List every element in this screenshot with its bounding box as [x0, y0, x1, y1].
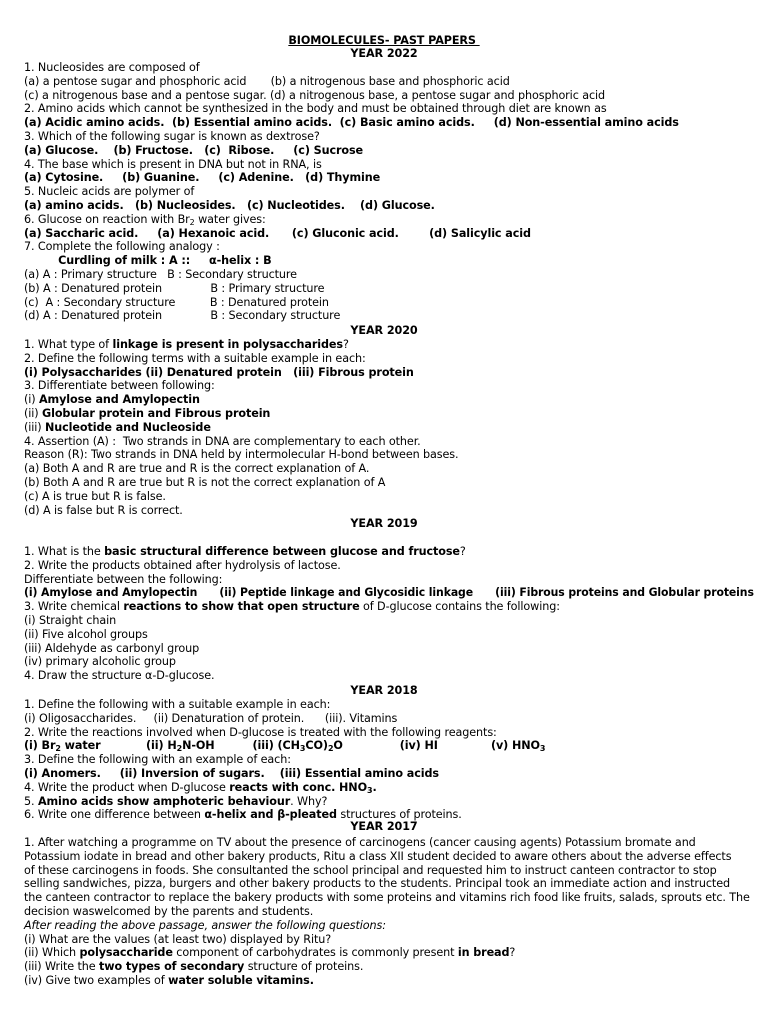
- text-segment: (a) Both A and R are true and R is the correct explanation of A.: [24, 462, 370, 476]
- text-segment: 1. What is the: [24, 545, 105, 558]
- text-segment: . Why?: [290, 794, 328, 808]
- text-segment: (c) A is true but R is false.: [24, 489, 166, 503]
- text-segment: (i) What are the values (at least two) displayed by Ritu?: [24, 932, 332, 946]
- text-line: [24, 462, 369, 476]
- text-line: [24, 393, 200, 407]
- text-line: [24, 296, 329, 310]
- text-segment: (i) Polysaccharides (ii) Denatured protein (iii) Fibrous protein: [24, 365, 414, 379]
- text-line: [24, 586, 754, 600]
- text-segment: Potassium iodate in bread and other bakery products, Ritu a class XII student decided to aware others about the adverse effects: [24, 849, 732, 863]
- text-line: [24, 559, 341, 573]
- text-segment: 4. Write the product when D-glucose: [24, 780, 230, 794]
- text-segment: (a) a pentose sugar and phosphoric acid (b) a nitrogenous base and phosphoric acid: [24, 74, 510, 88]
- text-line: [24, 352, 366, 366]
- text-segment: (ii) Which: [24, 946, 80, 960]
- text-line: [24, 379, 215, 393]
- year-heading: YEAR 2022: [350, 47, 418, 60]
- text-segment: 7. Complete the following analogy :: [24, 240, 220, 254]
- text-line: [24, 199, 435, 213]
- text-segment: ?: [509, 946, 516, 960]
- text-line: [24, 171, 380, 185]
- text-segment: (i) Anomers. (ii) Inversion of sugars. (iii) Essential amino acids: [24, 767, 439, 780]
- text-line: [24, 102, 607, 116]
- text-line: [24, 254, 272, 268]
- text-line: [24, 655, 176, 669]
- text-segment: 1. After watching a programme on TV about the presence of carcinogens (cancer causing agents) Potassium bromate and: [24, 836, 696, 849]
- text-line: [24, 490, 166, 504]
- text-line: [24, 130, 320, 144]
- text-line: [24, 213, 266, 227]
- text-line: [24, 628, 148, 642]
- text-segment: CO): [305, 739, 328, 753]
- text-line: [24, 974, 314, 988]
- text-segment: Differentiate between the following:: [24, 572, 223, 586]
- text-segment: of D-glucose contains the following:: [359, 600, 560, 614]
- text-segment: (iv) primary alcoholic group: [24, 655, 176, 669]
- text-line: [24, 504, 183, 518]
- year-heading: YEAR 2020: [350, 324, 418, 337]
- text-segment: (d) A is false but R is correct.: [24, 503, 183, 517]
- text-segment: selling sandwiches, pizza, burgers and other bakery products to the students. Principal took an immediate action and instructed: [24, 877, 730, 891]
- text-line: [24, 89, 605, 103]
- text-segment: 3: [299, 744, 306, 754]
- text-segment: linkage is present in polysaccharides: [112, 338, 343, 351]
- text-segment: 1. What type of: [24, 338, 113, 351]
- text-segment: (b) A : Denatured protein B : Primary structure: [24, 281, 325, 295]
- text-line: [24, 421, 211, 435]
- text-segment: 1. Define the following with a suitable example in each:: [24, 698, 331, 711]
- text-segment: .: [372, 780, 377, 794]
- text-segment: Reason (R): Two strands in DNA held by intermolecular H-bond between bases.: [24, 448, 459, 462]
- text-line: [24, 144, 363, 158]
- text-segment: 3. Which of the following sugar is known as dextrose?: [24, 130, 320, 143]
- text-segment: (d) A : Denatured protein B : Secondary structure: [24, 309, 341, 323]
- text-line: [24, 642, 199, 656]
- text-segment: 2: [327, 744, 334, 754]
- text-segment: 5. Nucleic acids are polymer of: [24, 185, 195, 199]
- text-segment: 2. Define the following terms with a suitable example in each:: [24, 351, 366, 365]
- text-segment: Globular protein and Fibrous protein: [42, 407, 271, 420]
- text-line: [24, 268, 297, 282]
- text-segment: ?: [459, 545, 466, 558]
- text-line: [24, 905, 313, 919]
- text-segment: (iii) Aldehyde as carbonyl group: [24, 641, 200, 655]
- text-line: [24, 158, 322, 172]
- text-segment: 2: [189, 217, 195, 227]
- text-segment: (a) Acidic amino acids. (b) Essential amino acids. (c) Basic amino acids. (d) Non-essential amino acids: [24, 116, 679, 130]
- text-segment: N-OH (iii) (CH: [182, 739, 300, 753]
- text-line: [24, 600, 560, 614]
- text-line: [24, 877, 730, 891]
- text-segment: (a) Cytosine. (b) Guanine. (c) Adenine. (d) Thymine: [24, 171, 381, 185]
- text-segment: (c) A : Secondary structure B : Denatured protein: [24, 295, 329, 309]
- text-line: [24, 476, 385, 490]
- text-segment: 4. Assertion (A) : Two strands in DNA are complementary to each other.: [24, 434, 421, 448]
- text-segment: (i) Br: [24, 739, 56, 753]
- text-line: [24, 545, 466, 559]
- text-line: [24, 767, 439, 781]
- text-segment: 2. Amino acids which cannot be synthesized in the body and must be obtained through diet are known as: [24, 102, 607, 116]
- text-line: [24, 61, 200, 75]
- text-segment: 2. Write the reactions involved when D-glucose is treated with the following reagents:: [24, 725, 497, 739]
- text-segment: water gives:: [194, 212, 266, 226]
- text-segment: 6. Write one difference between: [24, 808, 205, 822]
- text-line: [24, 669, 214, 683]
- text-segment: 3: [539, 744, 546, 754]
- text-segment: (b) Both A and R are true but R is not the correct explanation of A: [24, 476, 386, 489]
- text-segment: (iii): [24, 420, 46, 434]
- text-line: [24, 919, 386, 933]
- text-line: [24, 448, 459, 462]
- text-line: [24, 726, 497, 740]
- text-line: [24, 407, 270, 421]
- text-segment: ?: [342, 338, 349, 351]
- text-line: [24, 282, 324, 296]
- text-segment: (i): [24, 393, 39, 407]
- text-line: [24, 698, 330, 712]
- text-segment: 3. Define the following with an example of each:: [24, 753, 291, 767]
- text-line: [24, 116, 679, 130]
- text-line: [24, 435, 421, 449]
- text-segment: (ii): [24, 407, 43, 420]
- text-segment: 2. Write the products obtained after hydrolysis of lactose.: [24, 558, 341, 572]
- text-line: [24, 614, 116, 628]
- text-segment: Amylose and Amylopectin: [39, 393, 200, 407]
- text-segment: 3: [366, 785, 373, 795]
- text-line: [24, 75, 510, 89]
- text-line: [24, 933, 331, 947]
- text-line: [24, 850, 731, 864]
- text-segment: (a) Glucose. (b) Fructose. (c) Ribose. (c) Sucrose: [24, 143, 364, 157]
- text-line: [24, 753, 291, 767]
- text-line: [24, 240, 220, 254]
- text-line: [24, 739, 545, 753]
- text-segment: water (ii) H: [60, 739, 177, 753]
- text-segment: Curdling of milk : A :: α-helix : B: [24, 254, 272, 268]
- text-segment: 3. Write chemical: [24, 600, 124, 614]
- text-segment: 5.: [24, 794, 38, 808]
- text-segment: O (iv) HI (v) HNO: [333, 739, 540, 753]
- text-line: [24, 781, 377, 795]
- text-segment: α-helix and β-pleated: [204, 808, 337, 822]
- text-segment: reacts with conc. HNO: [229, 780, 367, 794]
- text-segment: (ii) Five alcohol groups: [24, 627, 148, 641]
- text-segment: reactions to show that open structure: [123, 600, 360, 614]
- text-segment: basic structural difference between glucose and fructose: [104, 545, 460, 558]
- text-segment: two types of secondary: [99, 960, 245, 974]
- text-segment: in bread: [457, 946, 510, 960]
- text-segment: 3. Differentiate between following:: [24, 379, 215, 393]
- text-line: [24, 864, 717, 878]
- text-line: [24, 960, 363, 974]
- text-segment: polysaccharide: [79, 946, 173, 960]
- text-line: [24, 338, 349, 352]
- text-segment: 1. Nucleosides are composed of: [24, 61, 200, 74]
- text-segment: (i) Amylose and Amylopectin (ii) Peptide linkage and Glycosidic linkage (iii) Fibrous proteins and Globular proteins: [24, 586, 754, 600]
- text-line: [24, 891, 750, 905]
- text-segment: water soluble vitamins.: [168, 974, 314, 987]
- text-segment: (iii) Write the: [24, 960, 100, 974]
- text-segment: the canteen contractor to replace the bakery products with some proteins and vitamins rich food like fruits, salads, sprouts etc. The: [24, 891, 750, 905]
- text-segment: (a) Saccharic acid. (a) Hexanoic acid. (c) Gluconic acid. (d) Salicylic acid: [24, 226, 531, 240]
- year-heading: YEAR 2019: [350, 517, 418, 530]
- text-segment: (a) A : Primary structure B : Secondary structure: [24, 268, 297, 281]
- text-segment: After reading the above passage, answer the following questions:: [24, 918, 386, 932]
- text-segment: 4. Draw the structure α-D-glucose.: [24, 669, 215, 683]
- text-line: [24, 836, 696, 850]
- text-line: [24, 185, 194, 199]
- text-segment: structures of proteins.: [336, 808, 462, 822]
- text-segment: (i) Straight chain: [24, 614, 117, 627]
- page-title: BIOMOLECULES- PAST PAPERS: [288, 34, 480, 47]
- year-heading: YEAR 2018: [350, 684, 418, 697]
- text-line: [24, 366, 414, 380]
- year-heading: YEAR 2017: [350, 820, 418, 833]
- text-line: [24, 795, 327, 809]
- text-segment: 2: [176, 744, 183, 754]
- text-segment: (iv) Give two examples of: [24, 974, 169, 987]
- text-segment: (a) amino acids. (b) Nucleosides. (c) Nucleotides. (d) Glucose.: [24, 199, 435, 212]
- text-line: [24, 946, 515, 960]
- text-segment: (i) Oligosaccharides. (ii) Denaturation of protein. (iii). Vitamins: [24, 711, 398, 725]
- text-segment: (c) a nitrogenous base and a pentose sugar. (d) a nitrogenous base, a pentose sugar and phosphoric acid: [24, 88, 606, 102]
- text-line: [24, 573, 222, 587]
- text-segment: 4. The base which is present in DNA but not in RNA, is: [24, 157, 322, 171]
- text-segment: Amino acids show amphoteric behaviour: [37, 794, 291, 808]
- text-segment: of these carcinogens in foods. She consultanted the school principal and requested him to instruct canteen contractor to stop: [24, 863, 717, 877]
- text-segment: decision waswelcomed by the parents and students.: [24, 905, 314, 918]
- text-segment: 6. Glucose on reaction with Br: [24, 212, 190, 226]
- text-line: [24, 309, 340, 323]
- text-segment: structure of proteins.: [244, 960, 364, 974]
- text-line: [24, 227, 531, 241]
- text-line: [24, 712, 397, 726]
- text-segment: 2: [55, 744, 61, 754]
- text-segment: Nucleotide and Nucleoside: [45, 420, 211, 434]
- text-segment: component of carbohydrates is commonly present: [172, 946, 458, 960]
